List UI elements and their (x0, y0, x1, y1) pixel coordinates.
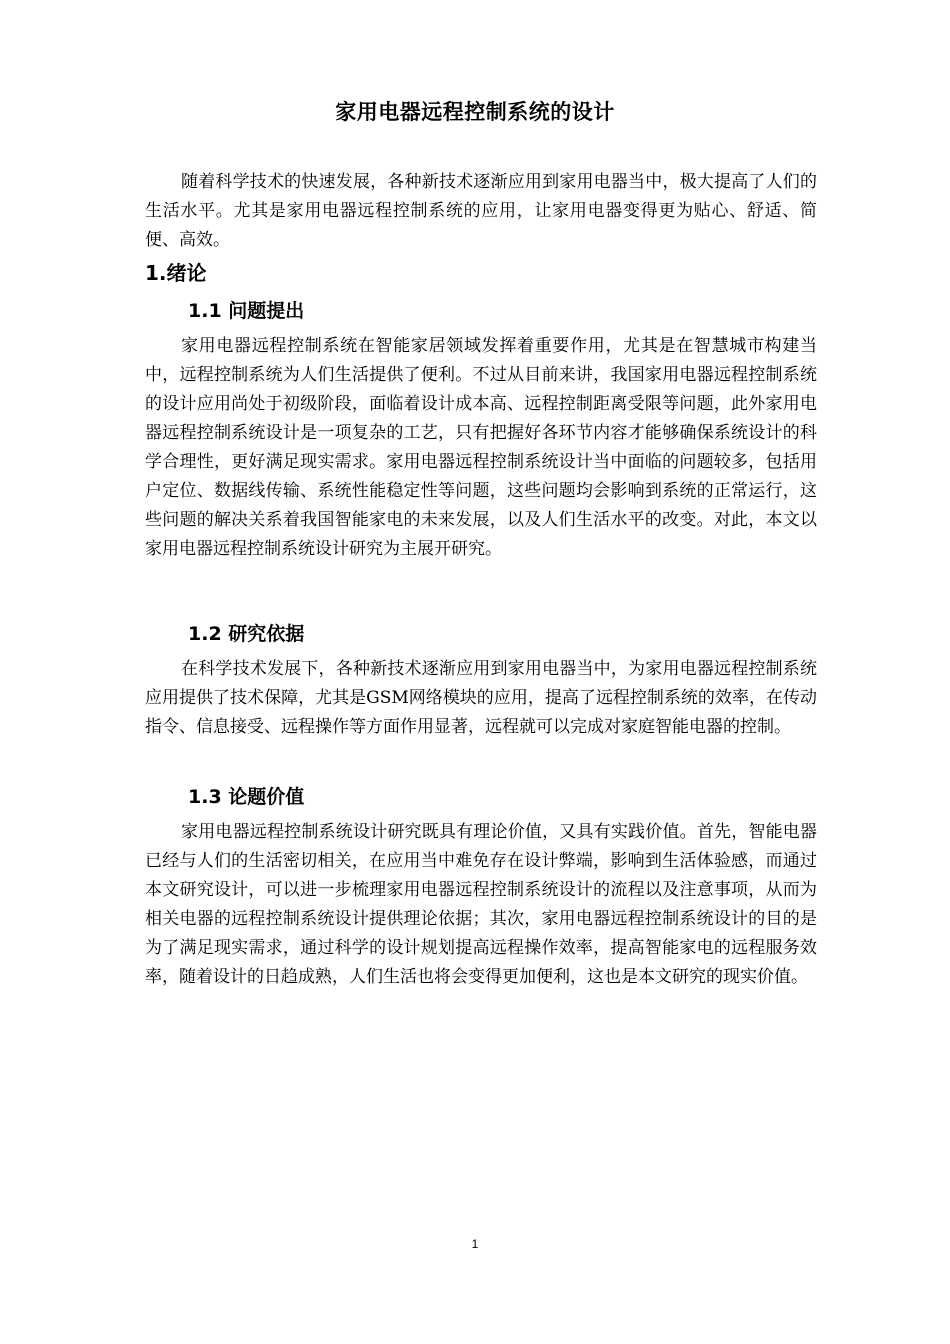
section-heading-1-3: 1.3 论题价值 (188, 786, 305, 808)
section-body-1-1: 家用电器远程控制系统在智能家居领域发挥着重要作用，尤其是在智慧城市构建当中，远程控制系统为人们生活提供了便利。不过从目前来讲，我国家用电器远程控制系统的设计应用尚处于初级阶段，面临着设计成本高、远程控制距离受限等问题，此外家用电器远程控制系统设计是一项复杂的工艺，只有把握好各环节内容才能够确保系统设计的科学合理性，更好满足现实需求。家用电器远程控制系统设计当中面临的问题较多，包括用户定位、数据线传输、系统性能稳定性等问题，这些问题均会影响到系统的正常运行，这些问题的解决关系着我国智能家电的未来发展，以及人们生活水平的改变。对此，本文以家用电器远程控制系统设计研究为主展开研究。 (145, 336, 817, 559)
intro-paragraph: 随着科学技术的快速发展，各种新技术逐渐应用到家用电器当中，极大提高了人们的生活水平。尤其是家用电器远程控制系统的应用，让家用电器变得更为贴心、舒适、简便、高效。 (145, 172, 817, 250)
page-number: 1 (471, 1237, 479, 1251)
section-body-1-2: 在科学技术发展下，各种新技术逐渐应用到家用电器当中，为家用电器远程控制系统应用提供了技术保障，尤其是GSM网络模块的应用，提高了远程控制系统的效率，在传动指令、信息接受、远程操作等方面作用显著，远程就可以完成对家庭智能电器的控制。 (145, 659, 817, 737)
chapter-heading: 1.绪论 (145, 261, 207, 285)
section-body-1-3: 家用电器远程控制系统设计研究既具有理论价值，又具有实践价值。首先，智能电器已经与人们的生活密切相关，在应用当中难免存在设计弊端，影响到生活体验感，而通过本文研究设计，可以进一步梳理家用电器远程控制系统设计的流程以及注意事项，从而为相关电器的远程控制系统设计提供理论依据；其次，家用电器远程控制系统设计的目的是为了满足现实需求，通过科学的设计规划提高远程操作效率，提高智能家电的远程服务效率，随着设计的日趋成熟，人们生活也将会变得更加便利，这也是本文研究的现实价值。 (145, 822, 817, 987)
section-heading-1-1: 1.1 问题提出 (188, 300, 305, 322)
section-heading-1-2: 1.2 研究依据 (188, 623, 305, 645)
document-title: 家用电器远程控制系统的设计 (335, 99, 615, 124)
